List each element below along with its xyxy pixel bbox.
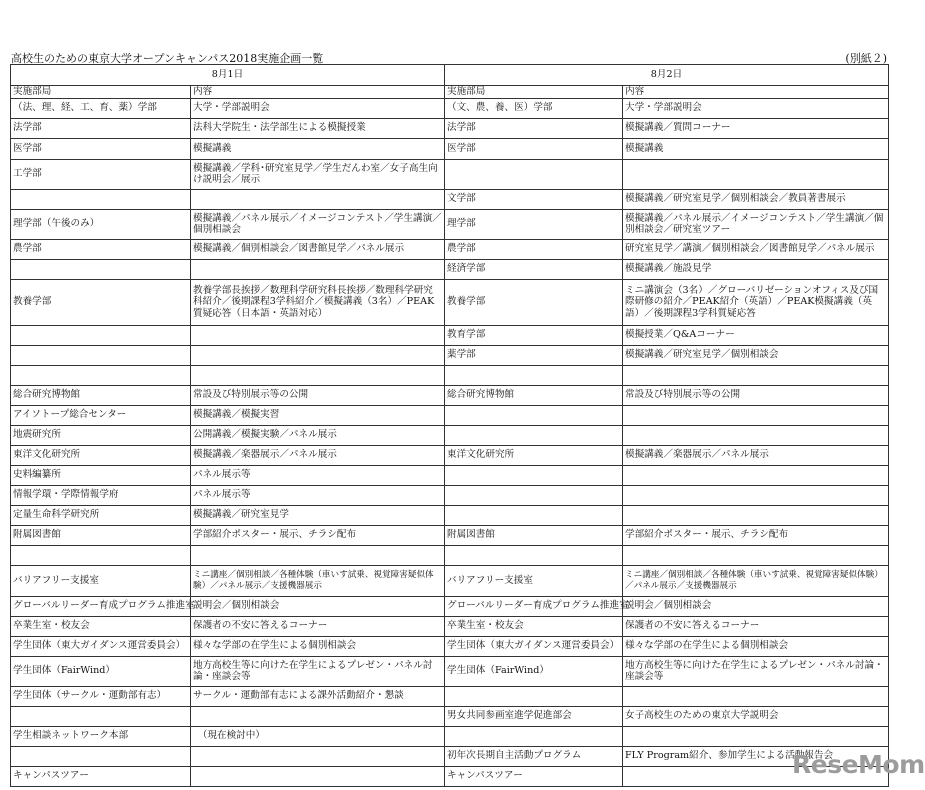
- day2-content-cell: [623, 405, 889, 425]
- day1-content-cell: 学部紹介ポスター・展示、チラシ配布: [191, 525, 445, 545]
- table-row: [11, 485, 889, 505]
- day2-content-cell: 保護者の不安に答えるコーナー: [623, 616, 889, 636]
- logo-text: ReseMom: [792, 750, 925, 779]
- day1-content-cell: [191, 746, 445, 766]
- day1-content-cell: [191, 766, 445, 786]
- day1-content-cell: 公開講義／模擬実験／パネル展示: [191, 425, 445, 445]
- day2-content-cell: 説明会／個別相談会: [623, 596, 889, 616]
- day1-content-cell: ミニ講座／個別相談／各種体験（車いす試乗、視覚障害疑似体験）／パネル展示／支援機器展示: [191, 565, 445, 596]
- day1-header: 8月1日: [11, 65, 445, 86]
- day1-content-cell: 常設及び特別展示等の公開: [191, 385, 445, 405]
- day1-dept-cell: 学生団体（サークル・運動部有志）: [11, 686, 191, 706]
- table-row: [11, 545, 889, 565]
- day2-content-cell: 模擬講義／研究室見学／個別相談会: [623, 345, 889, 365]
- day1-dept-cell: [11, 259, 191, 279]
- day1-dept-cell: 工学部: [11, 159, 191, 189]
- day2-content-cell: [623, 505, 889, 525]
- day2-content-cell: [623, 159, 889, 189]
- table-row: [11, 636, 889, 656]
- day2-content-cell: 模擬講義／パネル展示／イメージコンテスト／学生講演／個別相談会／研究室ツアー: [623, 209, 889, 239]
- day1-dept-cell: 農学部: [11, 239, 191, 259]
- table-row: [11, 365, 889, 385]
- day2-dept-cell: [445, 159, 623, 189]
- day1-content-cell: サークル・運動部有志による課外活動紹介・懇談: [191, 686, 445, 706]
- day1-content-cell: パネル展示等: [191, 465, 445, 485]
- day2-dept-cell: 薬学部: [445, 345, 623, 365]
- day2-dept-cell: 法学部: [445, 118, 623, 138]
- attachment-note: (別紙２): [845, 52, 887, 65]
- day2-dept-cell: [445, 425, 623, 445]
- table-row: [11, 726, 889, 746]
- table-row: [11, 325, 889, 345]
- table-row: [11, 445, 889, 465]
- day1-content-cell: 模擬講義／パネル展示／イメージコンテスト／学生講演／個別相談会: [191, 209, 445, 239]
- day1-dept-cell: グローバルリーダー育成プログラム推進室: [11, 596, 191, 616]
- day1-content-cell: パネル展示等: [191, 485, 445, 505]
- table-row: [11, 405, 889, 425]
- day1-dept-cell: 教養学部: [11, 279, 191, 325]
- day2-content-cell: [623, 686, 889, 706]
- table-row: [11, 209, 889, 239]
- day1-dept-cell: [11, 189, 191, 209]
- day2-content-cell: [623, 726, 889, 746]
- day2-dept-cell: 教養学部: [445, 279, 623, 325]
- day1-dept-cell: 卒業生室・校友会: [11, 616, 191, 636]
- day1-dept-cell: 史料編纂所: [11, 465, 191, 485]
- day2-content-cell: ミニ講座／個別相談／各種体験（車いす試乗、視覚障害疑似体験）／パネル展示／支援機器展示: [623, 565, 889, 596]
- day1-dept-cell: 法学部: [11, 118, 191, 138]
- day2-content-cell: 模擬講義／施設見学: [623, 259, 889, 279]
- day1-content-cell: 模擬講義: [191, 138, 445, 159]
- day1-dept-cell: （法、理、経、工、育、薬）学部: [11, 98, 191, 118]
- table-row: [11, 138, 889, 159]
- day2-dept-cell: 附属図書館: [445, 525, 623, 545]
- table-row: [11, 425, 889, 445]
- day1-dept-cell: 地震研究所: [11, 425, 191, 445]
- dept-header: 実施部局: [11, 86, 191, 99]
- day2-content-cell: 研究室見学／講演／個別相談会／図書館見学／パネル展示: [623, 239, 889, 259]
- day1-dept-cell: 附属図書館: [11, 525, 191, 545]
- day1-content-cell: [191, 259, 445, 279]
- day2-dept-cell: 理学部: [445, 209, 623, 239]
- day1-dept-cell: [11, 325, 191, 345]
- day1-dept-cell: 東洋文化研究所: [11, 445, 191, 465]
- day1-dept-cell: 学生団体（東大ガイダンス運営委員会）: [11, 636, 191, 656]
- day2-dept-cell: [445, 365, 623, 385]
- day1-dept-cell: 医学部: [11, 138, 191, 159]
- day1-dept-cell: [11, 746, 191, 766]
- table-row: [11, 279, 889, 325]
- day1-content-cell: 模擬講義／学科･研究室見学／学生だんわ室／女子高生向け説明会／展示: [191, 159, 445, 189]
- day2-content-cell: ミニ講演会（3名）／グローバリゼーションオフィス及び国際研修の紹介／PEAK紹介（英語）／PEAK模擬講義（英語）／後期課程3学科質疑応答: [623, 279, 889, 325]
- day2-dept-cell: 教育学部: [445, 325, 623, 345]
- day2-dept-cell: 卒業生室・校友会: [445, 616, 623, 636]
- day1-dept-cell: キャンパスツアー: [11, 766, 191, 786]
- day1-dept-cell: 学生団体（FairWind）: [11, 656, 191, 686]
- day2-content-cell: 模擬授業／Q&Aコーナー: [623, 325, 889, 345]
- day1-content-cell: 模擬講義／楽器展示／パネル展示: [191, 445, 445, 465]
- day1-content-cell: 教養学部長挨拶／数理科学研究科長挨拶／数理科学研究科紹介／後期課程3学科紹介／模擬講義（3名）／PEAK質疑応答（日本語・英語対応）: [191, 279, 445, 325]
- day1-content-cell: [191, 706, 445, 726]
- content-header: 内容: [191, 86, 445, 99]
- day2-dept-cell: [445, 545, 623, 565]
- day1-dept-cell: アイソトープ総合センター: [11, 405, 191, 425]
- day1-content-cell: 法科大学院生・法学部生による模擬授業: [191, 118, 445, 138]
- day2-content-cell: 模擬講義／質問コーナー: [623, 118, 889, 138]
- page-title: 高校生のための東京大学オープンキャンパス2018実施企画一覧: [11, 52, 324, 65]
- day2-content-cell: 様々な学部の在学生による個別相談会: [623, 636, 889, 656]
- day1-content-cell: [191, 345, 445, 365]
- day2-dept-cell: 文学部: [445, 189, 623, 209]
- day2-content-cell: 地方高校生等に向けた在学生によるプレゼン・パネル討論・座談会等: [623, 656, 889, 686]
- program-table: [10, 64, 889, 787]
- resemom-logo: [792, 750, 925, 779]
- day2-content-cell: 模擬講義: [623, 138, 889, 159]
- day1-content-cell: [191, 365, 445, 385]
- day2-dept-cell: [445, 686, 623, 706]
- content-header: 内容: [623, 86, 889, 99]
- day1-content-cell: 地方高校生等に向けた在学生によるプレゼン・パネル討論・座談会等: [191, 656, 445, 686]
- day1-content-cell: 保護者の不安に答えるコーナー: [191, 616, 445, 636]
- day1-content-cell: [191, 189, 445, 209]
- day1-dept-cell: バリアフリー支援室: [11, 565, 191, 596]
- day2-content-cell: [623, 425, 889, 445]
- day2-dept-cell: [445, 726, 623, 746]
- day2-dept-cell: 学生団体（東大ガイダンス運営委員会）: [445, 636, 623, 656]
- date-header-row: [11, 65, 889, 86]
- table-row: [11, 686, 889, 706]
- day1-content-cell: 様々な学部の在学生による個別相談会: [191, 636, 445, 656]
- day2-dept-cell: キャンパスツアー: [445, 766, 623, 786]
- day1-dept-cell: [11, 345, 191, 365]
- day2-content-cell: 常設及び特別展示等の公開: [623, 385, 889, 405]
- day1-content-cell: [191, 325, 445, 345]
- day2-content-cell: 大学・学部説明会: [623, 98, 889, 118]
- table-row: [11, 565, 889, 596]
- day1-content-cell: 模擬講義／模擬実習: [191, 405, 445, 425]
- day1-content-cell: （現在検討中）: [191, 726, 445, 746]
- day1-dept-cell: [11, 365, 191, 385]
- day2-content-cell: FLY Program紹介、参加学生による活動報告会: [623, 746, 889, 766]
- day2-dept-cell: バリアフリー支援室: [445, 565, 623, 596]
- day2-dept-cell: 男女共同参画室進学促進部会: [445, 706, 623, 726]
- table-row: [11, 766, 889, 786]
- day1-dept-cell: 定量生命科学研究所: [11, 505, 191, 525]
- day1-content-cell: 模擬講義／研究室見学: [191, 505, 445, 525]
- dept-header: 実施部局: [445, 86, 623, 99]
- day2-dept-cell: 学生団体（FairWind）: [445, 656, 623, 686]
- table-row: [11, 259, 889, 279]
- day2-dept-cell: 農学部: [445, 239, 623, 259]
- day1-content-cell: 模擬講義／個別相談会／図書館見学／パネル展示: [191, 239, 445, 259]
- day2-dept-cell: 東洋文化研究所: [445, 445, 623, 465]
- table-row: [11, 385, 889, 405]
- day2-dept-cell: 総合研究博物館: [445, 385, 623, 405]
- table-row: [11, 525, 889, 545]
- day1-dept-cell: 総合研究博物館: [11, 385, 191, 405]
- day1-dept-cell: 情報学環・学際情報学府: [11, 485, 191, 505]
- table-row: [11, 596, 889, 616]
- table-row: [11, 616, 889, 636]
- day1-content-cell: [191, 545, 445, 565]
- day1-dept-cell: [11, 706, 191, 726]
- table-row: [11, 118, 889, 138]
- table-row: [11, 505, 889, 525]
- column-header-row: [11, 86, 889, 99]
- day2-content-cell: [623, 545, 889, 565]
- day2-content-cell: [623, 365, 889, 385]
- day1-content-cell: 大学・学部説明会: [191, 98, 445, 118]
- day2-dept-cell: [445, 465, 623, 485]
- table-row: [11, 189, 889, 209]
- day2-dept-cell: 初年次長期自主活動プログラム: [445, 746, 623, 766]
- day1-dept-cell: 学生相談ネットワーク本部: [11, 726, 191, 746]
- day2-dept-cell: [445, 405, 623, 425]
- day2-header: 8月2日: [445, 65, 889, 86]
- day2-content-cell: 学部紹介ポスター・展示、チラシ配布: [623, 525, 889, 545]
- day2-dept-cell: グローバルリーダー育成プログラム推進室: [445, 596, 623, 616]
- table-row: [11, 159, 889, 189]
- day2-dept-cell: [445, 505, 623, 525]
- table-row: [11, 656, 889, 686]
- day2-content-cell: 女子高校生のための東京大学説明会: [623, 706, 889, 726]
- table-row: [11, 345, 889, 365]
- table-row: [11, 98, 889, 118]
- table-row: [11, 239, 889, 259]
- table-row: [11, 465, 889, 485]
- table-row: [11, 746, 889, 766]
- day2-dept-cell: 医学部: [445, 138, 623, 159]
- day2-content-cell: 模擬講義／楽器展示／パネル展示: [623, 445, 889, 465]
- day1-dept-cell: 理学部（午後のみ）: [11, 209, 191, 239]
- day2-content-cell: 模擬講義／研究室見学／個別相談会／教員著書展示: [623, 189, 889, 209]
- day2-content-cell: [623, 465, 889, 485]
- day2-dept-cell: [445, 485, 623, 505]
- day2-dept-cell: （文、農、養、医）学部: [445, 98, 623, 118]
- day2-dept-cell: 経済学部: [445, 259, 623, 279]
- day1-content-cell: 説明会／個別相談会: [191, 596, 445, 616]
- table-row: [11, 706, 889, 726]
- day1-dept-cell: [11, 545, 191, 565]
- day2-content-cell: [623, 485, 889, 505]
